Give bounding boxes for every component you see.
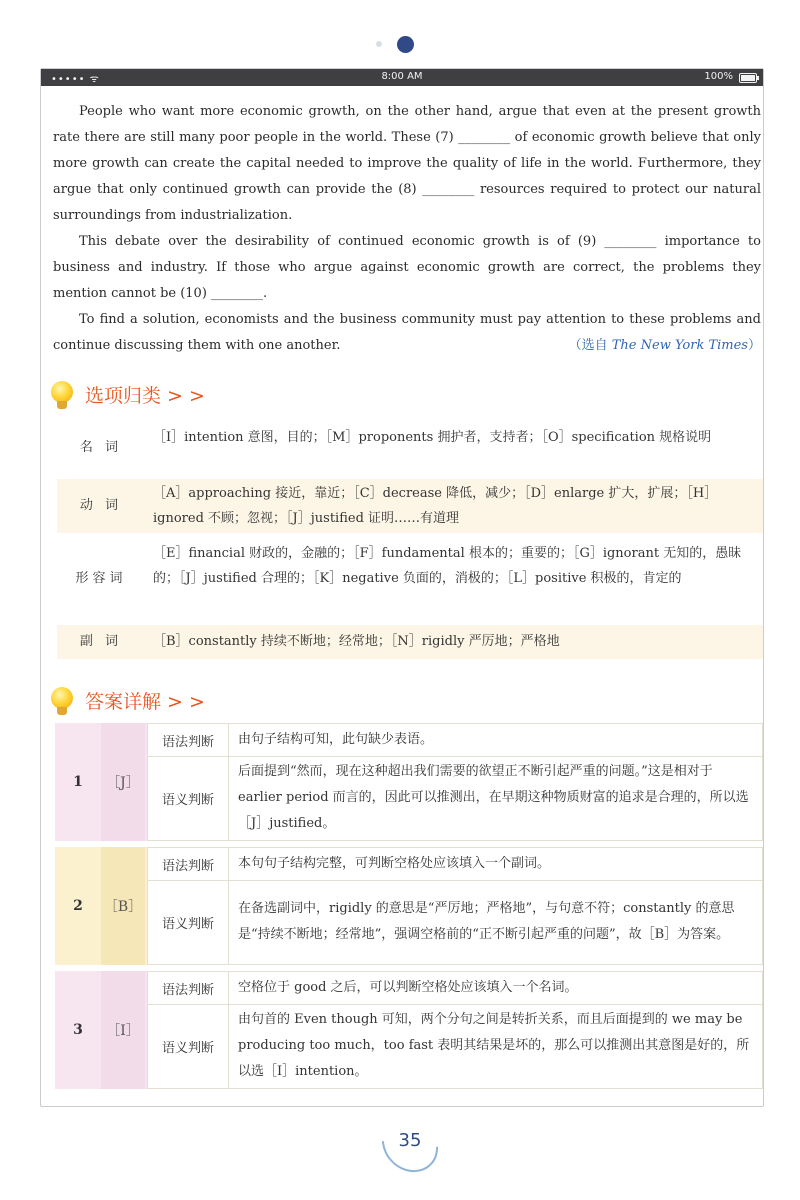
answer-option: ［I］ bbox=[101, 971, 145, 1089]
status-bar bbox=[41, 69, 763, 86]
semantic-label: 语义判断 bbox=[148, 1004, 229, 1088]
source-title: The New York Times bbox=[611, 338, 748, 353]
category-label: 副 词 bbox=[79, 634, 123, 649]
category-text: ［E］financial 财政的，金融的；［F］fundamental 根本的；重要的；［G］ignorant 无知的，愚昧的；［J］justified 合理的；［K］negative 负面的，消极的；［L］positive 积极的，肯定的 bbox=[153, 546, 742, 586]
device-screen bbox=[40, 68, 764, 1107]
grammar-explanation: 由句子结构可知，此句缺少表语。 bbox=[238, 732, 434, 747]
category-text: ［B］constantly 持续不断地；经常地；［N］rigidly 严厉地；严格地 bbox=[153, 634, 560, 649]
category-row-noun bbox=[57, 423, 763, 475]
category-text: ［A］approaching 接近，靠近；［C］decrease 降低，减少；［D］enlarge 扩大，扩展；［H］ignored 不顾；忽视；［J］justified 证明……有道理 bbox=[153, 486, 718, 526]
lightbulb-icon bbox=[51, 687, 73, 709]
camera-dot-small bbox=[376, 41, 382, 47]
grammar-explanation: 空格位于 good 之后，可以判断空格处应该填入一个名词。 bbox=[238, 980, 578, 995]
category-row-adverb bbox=[57, 625, 763, 659]
camera-dot bbox=[397, 36, 414, 53]
grammar-label: 语法判断 bbox=[148, 724, 229, 756]
answer-number: 1 bbox=[55, 723, 101, 841]
passage-source: （选自 The New York Times） bbox=[568, 338, 761, 353]
semantic-label: 语义判断 bbox=[148, 756, 229, 840]
page-number-badge bbox=[380, 1118, 440, 1170]
answer-block-2 bbox=[55, 847, 763, 965]
answer-block-1 bbox=[55, 723, 763, 841]
answer-block-3 bbox=[55, 971, 763, 1089]
passage-paragraph-2: This debate over the desirability of continued economic growth is of (9) ________ importance to business and industry. If those who argue against economic growth are correct, the problems they mention cannot be (10) ________. bbox=[53, 234, 761, 301]
semantic-explanation: 由句首的 Even though 可知，两个分句之间是转折关系，而且后面提到的 we may be producing too much，too fast 表明其结果是坏的，那么可以推测出其意图是好的，所以选［I］intention。 bbox=[238, 1012, 750, 1079]
battery-icon bbox=[739, 73, 757, 83]
passage-paragraph-1: People who want more economic growth, on the other hand, argue that even at the present growth rate there are still many poor people in the world. These (7) ________ of economic growth believe that only more growth can create the capital needed to improve the quality of life in the world. Furthermore, they argue that only continued growth can provide the (8) ________ resources required to protect our natural surroundings from industrialization. bbox=[53, 104, 761, 223]
category-row-verb bbox=[57, 479, 763, 533]
battery-percent: 100% bbox=[704, 71, 733, 82]
reading-passage bbox=[53, 99, 761, 359]
semantic-explanation: 后面提到“然而，现在这种超出我们需要的欲望正不断引起严重的问题。”这是相对于 earlier period 而言的，因此可以推测出，在早期这种物质财富的追求是合理的，所以选［J］justified。 bbox=[238, 764, 749, 831]
passage-paragraph-3: To find a solution, economists and the business community must pay attention to these problems and continue discussing them with one another. bbox=[53, 312, 761, 353]
category-label: 名 词 bbox=[79, 440, 123, 455]
status-time: 8:00 AM bbox=[381, 71, 423, 82]
semantic-explanation: 在备选副词中，rigidly 的意思是“严厉地；严格地”，与句意不符；constantly 的意思是“持续不断地；经常地”，强调空格前的“正不断引起严重的问题”，故［B］为答案。 bbox=[238, 901, 735, 942]
grammar-label: 语法判断 bbox=[148, 848, 229, 880]
section-title: 选项归类 > > bbox=[85, 385, 205, 407]
signal-indicator: ••••• ᯤ bbox=[51, 74, 100, 85]
category-text: ［I］intention 意图，目的；［M］proponents 拥护者，支持者；［O］specification 规格说明 bbox=[153, 430, 712, 445]
grammar-label: 语法判断 bbox=[148, 972, 229, 1004]
category-label: 形容词 bbox=[75, 571, 127, 586]
grammar-explanation: 本句句子结构完整，可判断空格处应该填入一个副词。 bbox=[238, 856, 551, 871]
page-number: 35 bbox=[398, 1130, 422, 1151]
lightbulb-icon bbox=[51, 381, 73, 403]
answer-number: 2 bbox=[55, 847, 101, 965]
answer-number: 3 bbox=[55, 971, 101, 1089]
answer-option: ［J］ bbox=[101, 723, 145, 841]
category-row-adjective bbox=[57, 539, 763, 619]
answer-option: ［B］ bbox=[101, 847, 145, 965]
section-title: 答案详解 > > bbox=[85, 691, 205, 713]
category-label: 动 词 bbox=[79, 498, 123, 513]
semantic-label: 语义判断 bbox=[148, 880, 229, 964]
